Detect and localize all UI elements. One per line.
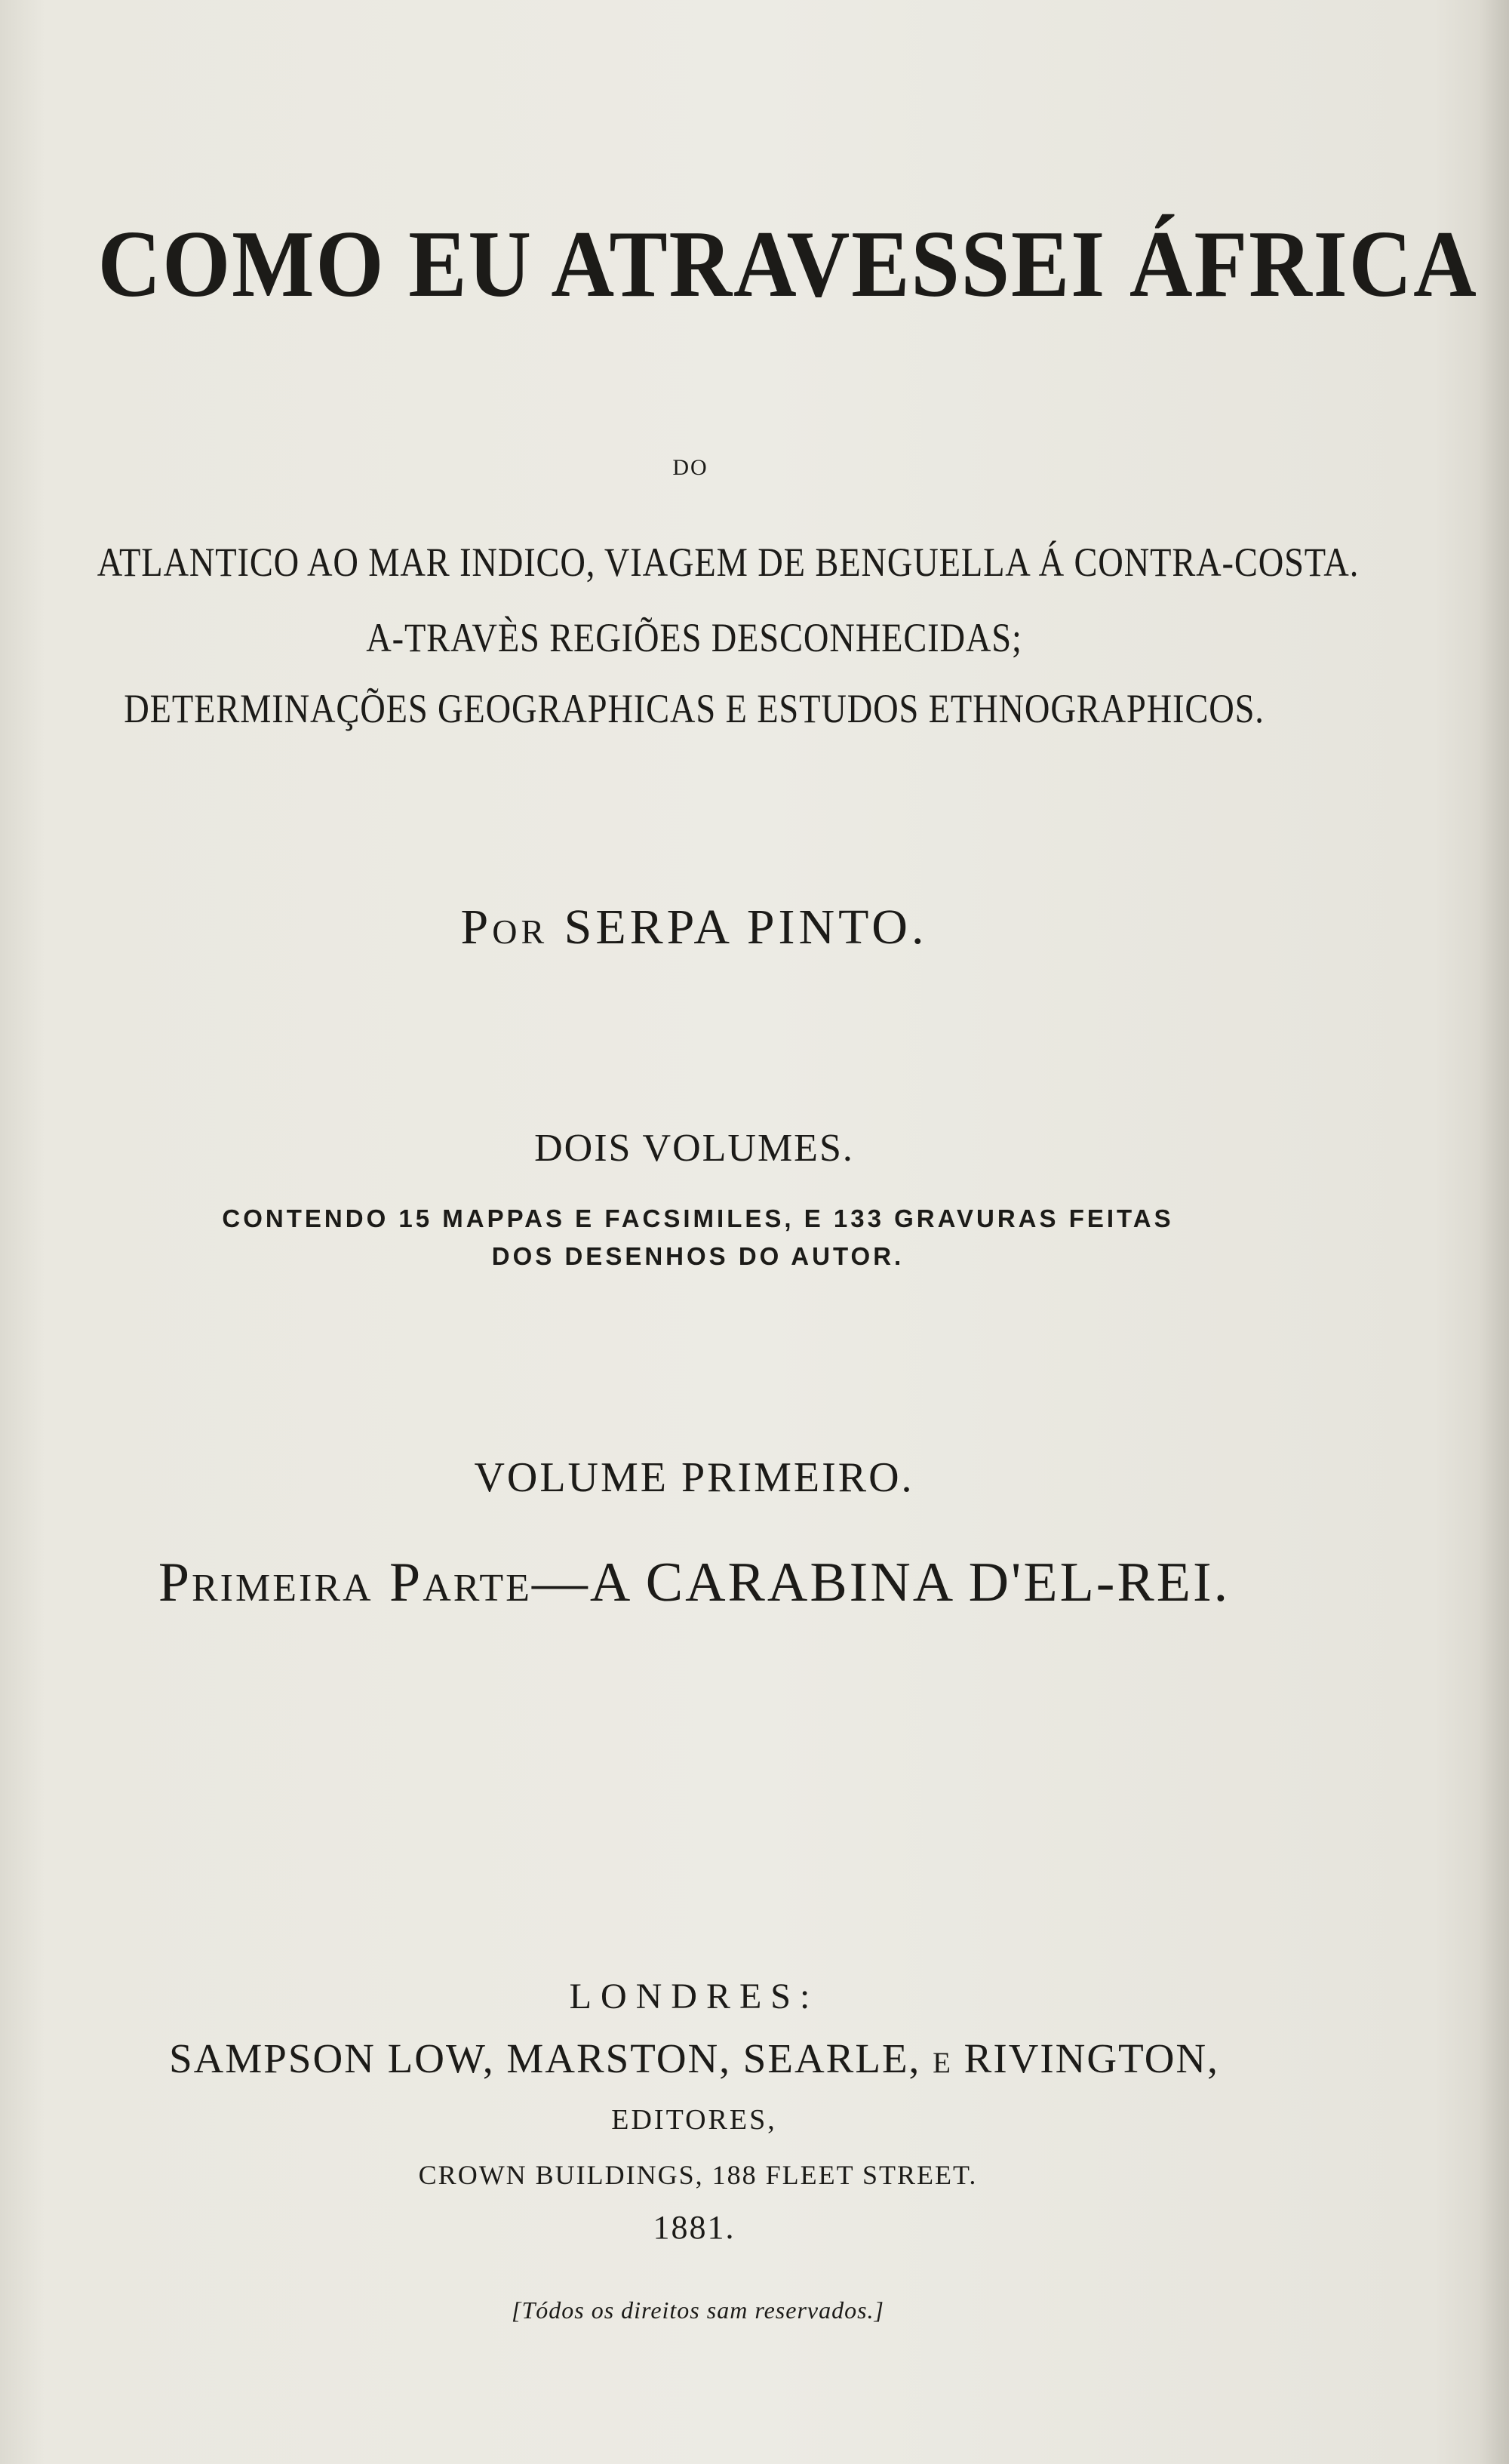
- volume-label: VOLUME PRIMEIRO.: [474, 1454, 914, 1501]
- author-prefix: Por: [460, 900, 549, 955]
- imprint-publisher: [0, 2035, 1388, 2081]
- contents-line-1: CONTENDO 15 MAPPAS E FACSIMILES, E 133 GRAVURAS FEITAS: [222, 1204, 1174, 1232]
- imprint-address: CROWN BUILDINGS, 188 FLEET STREET.: [418, 2160, 978, 2190]
- publisher-part-b: RIVINGTON,: [963, 2035, 1219, 2081]
- subtitle-line-3: DETERMINAÇÕES GEOGRAPHICAS E ESTUDOS ETHNOGRAPHICOS.: [124, 686, 1265, 731]
- imprint-place: LONDRES:: [569, 1976, 819, 2016]
- author-name: SERPA PINTO.: [564, 900, 928, 955]
- author-line: [0, 900, 1388, 955]
- contents-line-2: DOS DESENHOS DO AUTOR.: [491, 1242, 905, 1270]
- book-title: COMO EU ATRAVESSEI ÁFRICA: [97, 212, 1478, 317]
- part-dash: —: [531, 1552, 590, 1613]
- rights-notice: [Tódos os direitos sam reservados.]: [512, 2296, 884, 2324]
- part-title-line: [0, 1552, 1388, 1613]
- volumes-heading: DOIS VOLUMES.: [534, 1127, 854, 1170]
- imprint-role: EDITORES,: [611, 2104, 777, 2136]
- part-label: Primeira Parte: [158, 1552, 532, 1613]
- imprint-year: 1881.: [653, 2209, 736, 2246]
- publisher-and: e: [933, 2035, 952, 2081]
- publisher-part-a: SAMPSON LOW, MARSTON, SEARLE,: [169, 2035, 921, 2081]
- title-connector: DO: [672, 455, 708, 480]
- page-edge-shadow: [1479, 0, 1509, 2464]
- subtitle-line-2: A-TRAVÈS REGIÕES DESCONHECIDAS;: [366, 615, 1022, 660]
- subtitle-line-1: ATLANTICO AO MAR INDICO, VIAGEM DE BENGUELLA Á CONTRA-COSTA.: [97, 540, 1360, 585]
- part-title: A CARABINA D'EL-REI.: [589, 1552, 1231, 1613]
